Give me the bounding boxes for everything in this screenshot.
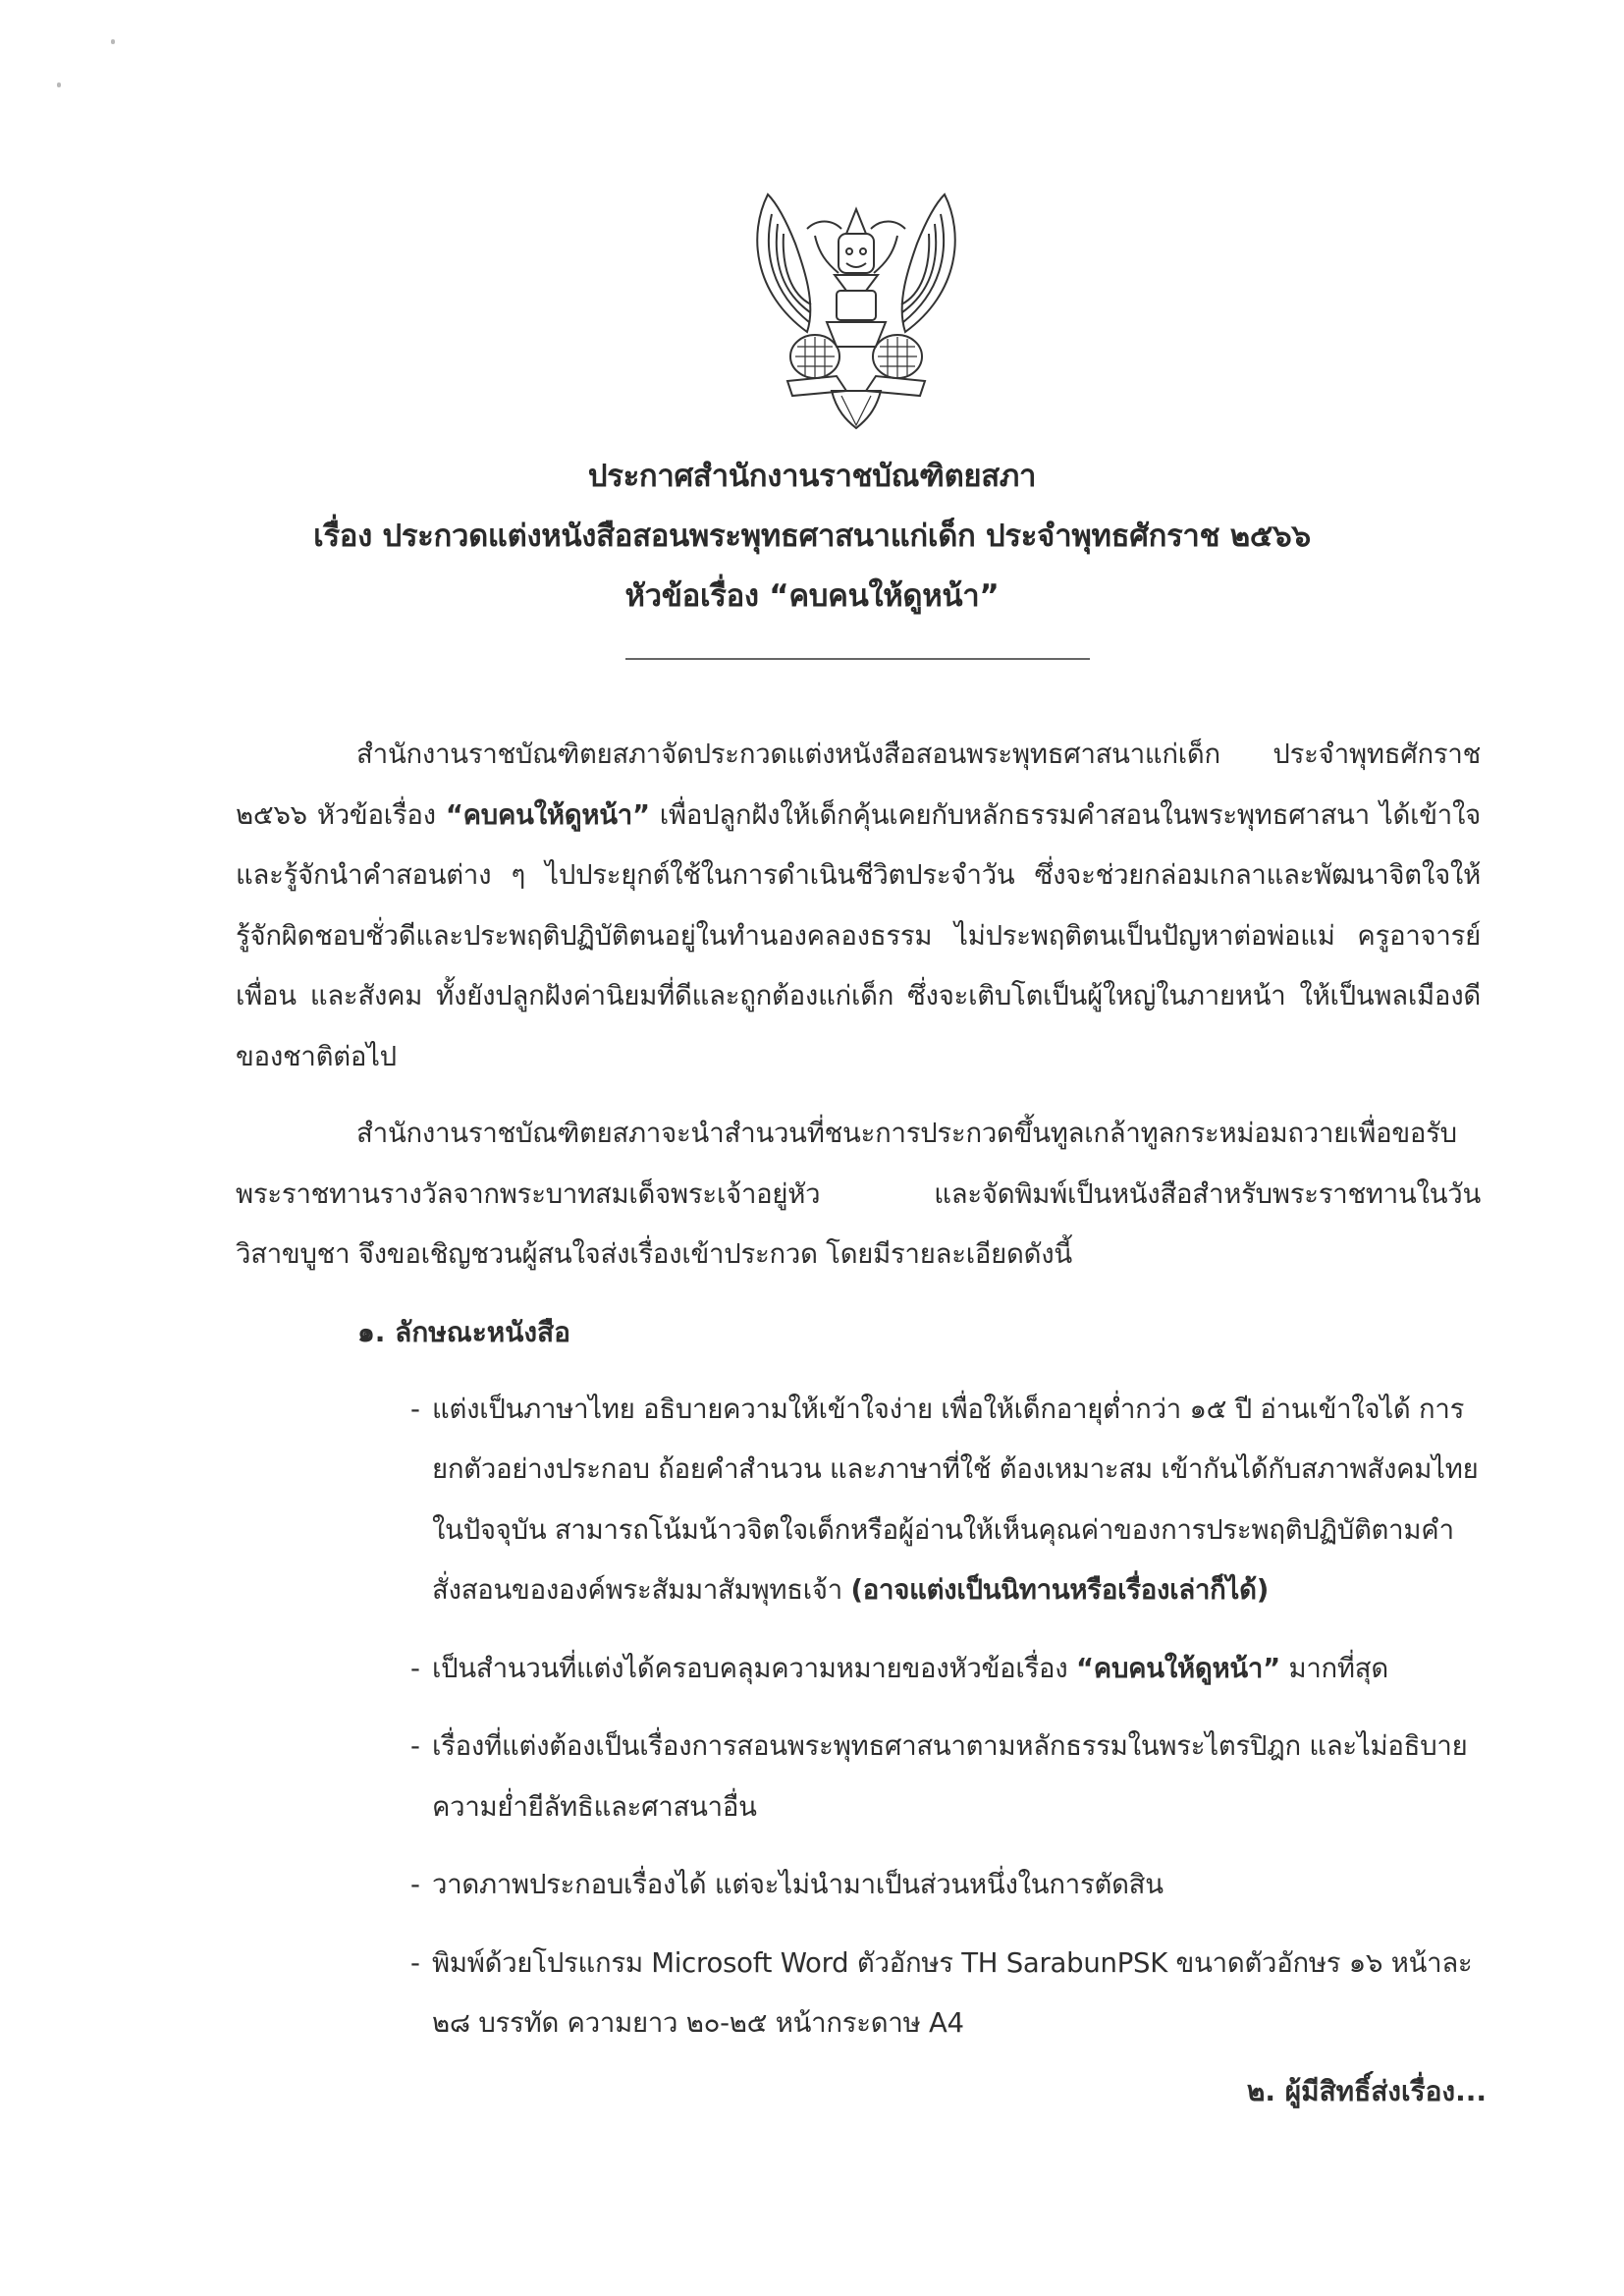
section-heading: ๑. ลักษณะหนังสือ bbox=[357, 1315, 570, 1348]
document-body bbox=[236, 725, 1481, 2072]
title-subject: เรื่อง ประกวดแต่งหนังสือสอนพระพุทธศาสนาแก่เด็ก ประจำพุทธศักราช ๒๕๖๖ bbox=[313, 519, 1311, 554]
dash-bullet: - bbox=[410, 1393, 420, 1425]
dash-bullet: - bbox=[410, 1946, 420, 1979]
paragraph-text: สำนักงานราชบัณฑิตยสภาจัดประกวดแต่งหนังสือสอนพระพุทธศาสนาแก่เด็ก ประจำพุทธศักราช ๒๕๖๖ หัวข้อเรื่อง bbox=[236, 738, 1481, 831]
list-item bbox=[410, 1934, 1481, 2054]
paragraph-bold-text: “คบคนให้ดูหน้า” bbox=[445, 798, 650, 831]
paragraph-invitation bbox=[236, 1104, 1481, 1285]
title-divider bbox=[625, 658, 1090, 660]
title-issuer: ประกาศสำนักงานราชบัณฑิตยสภา bbox=[587, 459, 1037, 494]
title-topic: หัวข้อเรื่อง “คบคนให้ดูหน้า” bbox=[624, 578, 1000, 614]
announcement-title bbox=[0, 447, 1624, 627]
list-item bbox=[410, 1380, 1481, 1621]
paragraph-intro bbox=[236, 725, 1481, 1087]
list-item bbox=[410, 1855, 1481, 1916]
item-bold-text: (อาจแต่งเป็นนิทานหรือเรื่องเล่าก็ได้) bbox=[850, 1574, 1270, 1606]
item-text: มากที่สุด bbox=[1279, 1652, 1388, 1684]
dash-bullet: - bbox=[410, 1730, 420, 1762]
item-text: เรื่องที่แต่งต้องเป็นเรื่องการสอนพระพุทธศาสนาตามหลักธรรมในพระไตรปิฎก และไม่อธิบายความย่ำยีลัทธิและศาสนาอื่น bbox=[432, 1730, 1468, 1823]
item-bold-text: “คบคนให้ดูหน้า” bbox=[1075, 1652, 1280, 1684]
paragraph-text: สำนักงานราชบัณฑิตยสภาจะนำสำนวนที่ชนะการประกวดขึ้นทูลเกล้าทูลกระหม่อมถวายเพื่อขอรับพระราชทานรางวัลจากพระบาทสมเด็จพระเจ้าอยู่หัว และจัดพิมพ์เป็นหนังสือสำหรับพระราชทานในวันวิสาขบูชา จึงขอเชิญชวนผู้สนใจส่งเรื่องเข้าประกวด โดยมีรายละเอียดดังนี้ bbox=[236, 1118, 1481, 1270]
list-item bbox=[410, 1639, 1481, 1700]
item-text: แต่งเป็นภาษาไทย อธิบายความให้เข้าใจง่าย เพื่อให้เด็กอายุต่ำกว่า ๑๕ ปี อ่านเข้าใจได้ การยกตัวอย่างประกอบ ถ้อยคำสำนวน และภาษาที่ใช้ ต้องเหมาะสม เข้ากันได้กับสภาพสังคมไทยในปัจจุบัน สามารถโน้มน้าวจิตใจเด็กหรือผู้อ่านให้เห็นคุณค่าของการประพฤติปฏิบัติตามคำสั่งสอนขององค์พระสัมมาสัมพุทธเจ้า bbox=[432, 1393, 1479, 1606]
scan-speck bbox=[57, 82, 61, 87]
dash-bullet: - bbox=[410, 1652, 420, 1684]
item-text: เป็นสำนวนที่แต่งได้ครอบคลุมความหมายของหัวข้อเรื่อง bbox=[432, 1652, 1076, 1684]
scan-speck bbox=[111, 39, 115, 44]
requirements-list bbox=[236, 1380, 1481, 2054]
dash-bullet: - bbox=[410, 1869, 420, 1900]
continuation-marker: ๒. ผู้มีสิทธิ์ส่งเรื่อง... bbox=[1246, 2075, 1487, 2107]
item-text: พิมพ์ด้วยโปรแกรม Microsoft Word ตัวอักษร TH SarabunPSK ขนาดตัวอักษร ๑๖ หน้าละ ๒๘ บรรทัด ความยาว ๒๐-๒๕ หน้ากระดาษ A4 bbox=[432, 1946, 1473, 2039]
item-text: วาดภาพประกอบเรื่องได้ แต่จะไม่นำมาเป็นส่วนหนึ่งในการตัดสิน bbox=[432, 1869, 1164, 1900]
paragraph-text: เพื่อปลูกฝังให้เด็กคุ้นเคยกับหลักธรรมคำสอนในพระพุทธศาสนา ได้เข้าใจและรู้จักนำคำสอนต่าง ๆ ไปประยุกต์ใช้ในการดำเนินชีวิตประจำวัน ซึ่งจะช่วยกล่อมเกลาและพัฒนาจิตใจให้รู้จักผิดชอบชั่วดีและประพฤติปฏิบัติตนอยู่ในทำนองคลองธรรม ไม่ประพฤติตนเป็นปัญหาต่อพ่อแม่ ครูอาจารย์ เพื่อน และสังคม ทั้งยังปลูกฝังค่านิยมที่ดีและถูกต้องแก่เด็ก ซึ่งจะเติบโตเป็นผู้ใหญ่ในภายหน้า ให้เป็นพลเมืองดีของชาติต่อไป bbox=[236, 798, 1481, 1072]
garuda-emblem-icon bbox=[748, 185, 964, 430]
list-item bbox=[410, 1717, 1481, 1837]
